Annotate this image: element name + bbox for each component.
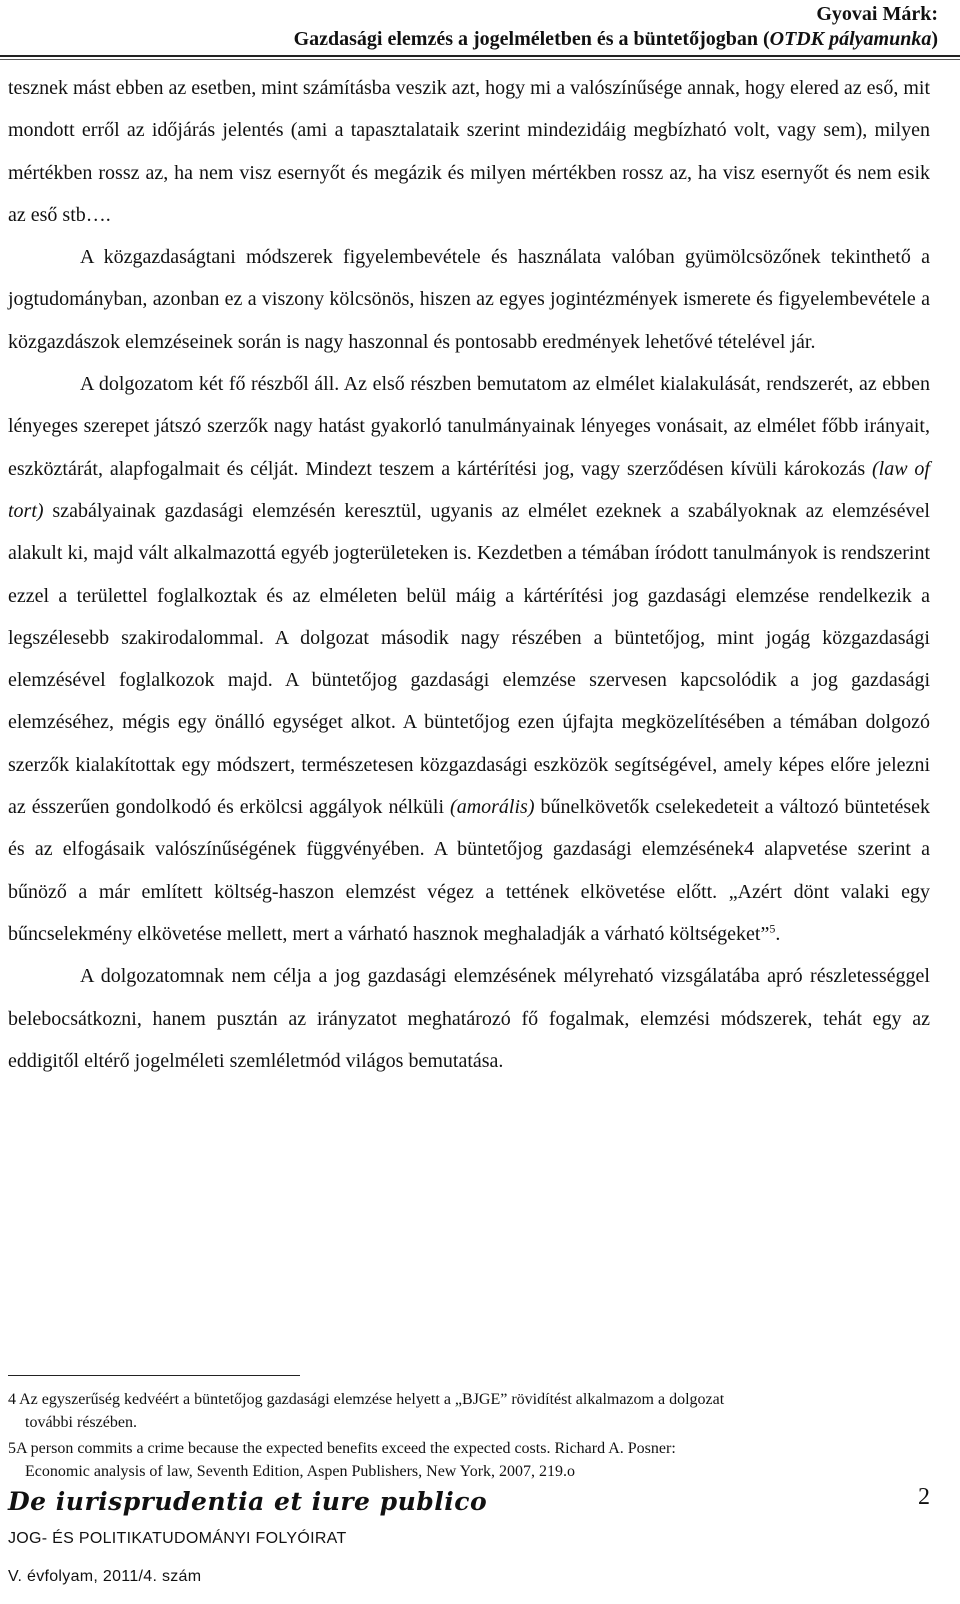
- header-rule: [0, 55, 960, 57]
- law-of-tort-italic: (law of tort): [8, 457, 930, 522]
- header-author: Gyovai Márk:: [816, 3, 938, 25]
- paragraph-4: A dolgozatomnak nem célja a jog gazdasági elemzésének mélyreható vizsgálatába apró részletességgel belebocsátkozni, hanem pusztán az irányzatot meghatározó fő fogalmak, elemzési módszerek, tehát egy az eddigitől eltérő jogelméleti szemléletmód világos bemutatása.: [8, 965, 930, 1072]
- footnote-ref-5[interactable]: 5: [769, 921, 776, 936]
- header-title-plain: Gazdasági elemzés a jogelméletben és a büntetőjogban (: [293, 28, 770, 50]
- footnote-5: [8, 1437, 930, 1483]
- header-title-close: ): [931, 28, 938, 50]
- body-text: [8, 67, 930, 1082]
- paragraph-2: A közgazdaságtani módszerek figyelembevétele és használata valóban gyümölcsözőnek tekinthető a jogtudományban, azonban ez a viszony kölcsönös, hiszen az egyes jogintézmények ismerete és figyelembevétele a közgazdászok elemzéseinek során is nagy haszonnal és pontosabb eredmények lehetővé tételével jár.: [8, 246, 930, 353]
- journal-issue: V. évfolyam, 2011/4. szám: [8, 1568, 202, 1585]
- header-title-italic: OTDK pályamunka: [769, 28, 932, 50]
- paragraph-3-part-b: szabályainak gazdasági elemzésén keresztül, ugyanis az elmélet ezeknek a szabályoknak az elemzésével alakult ki, majd vált alkalmazottá egyéb jogterületeken is. Kezdetben a témában íródott tanulmányok is rendszerint ezzel a területtel foglalkoztak és az elméleten belül máig a kártérítési jog gazdasági elemzése rendelkezik a legszélesebb szakirodalommal. A dolgozat második nagy részében a büntetőjog, mint jogág közgazdasági elemzésével foglalkozok majd. A büntetőjog gazdasági elemzése szervesen kapcsolódik a jog gazdasági elemzéséhez, mégis egy önálló egységet alkot. A büntetőjog ezen újfajta megközelítésében a témában dolgozó szerzők kialakítottak egy módszert, természetesen közgazdasági eszközök segítségével, amely képes előre jelezni az ésszerűen gondolkodó és erkölcsi aggályok nélküli: [8, 499, 930, 819]
- paragraph-3-part-a: A dolgozatom két fő részből áll. Az első részben bemutatom az elmélet kialakulását, rendszerét, az ebben lényeges szerepet játszó szerzők nagy hatást gyakorló tanulmányainak lényeges vonásait, az elmélet főbb irányait, eszköztárát, alapfogalmait és célját. Mindezt teszem a kártérítési jog, vagy szerződésen kívüli károkozás: [8, 373, 930, 480]
- paragraph-3-end: .: [775, 922, 781, 945]
- footnote-5-text: 5A person commits a crime because the expected benefits exceed the expected costs. Richard A. Posner:: [8, 1440, 676, 1457]
- footnote-4-text: 4 Az egyszerűség kedvéért a büntetőjog gazdasági elemzése helyett a „BJGE” rövidítést alkalmazom a dolgozat: [8, 1391, 725, 1408]
- header-title: [178, 27, 938, 52]
- journal-title: De iurisprudentia et iure publico: [8, 1487, 488, 1516]
- footnote-5-continuation: Economic analysis of law, Seventh Edition, Aspen Publishers, New York, 2007, 219.o: [25, 1463, 576, 1480]
- footnotes: [8, 1388, 930, 1486]
- header-rule-thin: [0, 59, 960, 60]
- footnote-4-continuation: további részében.: [25, 1414, 137, 1431]
- footnote-4: [8, 1388, 930, 1434]
- footnote-rule: [8, 1375, 300, 1376]
- journal-name: JOG- ÉS POLITIKATUDOMÁNYI FOLYÓIRAT: [8, 1530, 347, 1547]
- paragraph-1: tesznek mást ebben az esetben, mint számításba veszik azt, hogy mi a valószínűsége annak, hogy elered az eső, mit mondott erről az időjárás jelentés (ami a tapasztalataik szerint mindezidáig megbízható volt, vagy sem), milyen mértékben rossz az, ha nem visz esernyőt és megázik és milyen mértékben rossz az, ha visz esernyőt és nem esik az eső stb….: [8, 77, 930, 226]
- paragraph-3: [8, 363, 930, 955]
- paragraph-3-part-c: bűnelkövetők cselekedeteit a változó büntetések és az elfogásaik valószínűségének függvényében. A büntetőjog gazdasági elemzésének4 alapvetése szerint a bűnöző a már említett költség-haszon elemzést végez a tettének elkövetése előtt. „Azért dönt valaki egy bűncselekmény elkövetése mellett, mert a várható hasznok meghaladják a várható költségeket”: [8, 796, 930, 945]
- amoralis-italic: (amorális): [450, 796, 535, 819]
- page-number: 2: [918, 1484, 930, 1510]
- running-header: [178, 2, 938, 52]
